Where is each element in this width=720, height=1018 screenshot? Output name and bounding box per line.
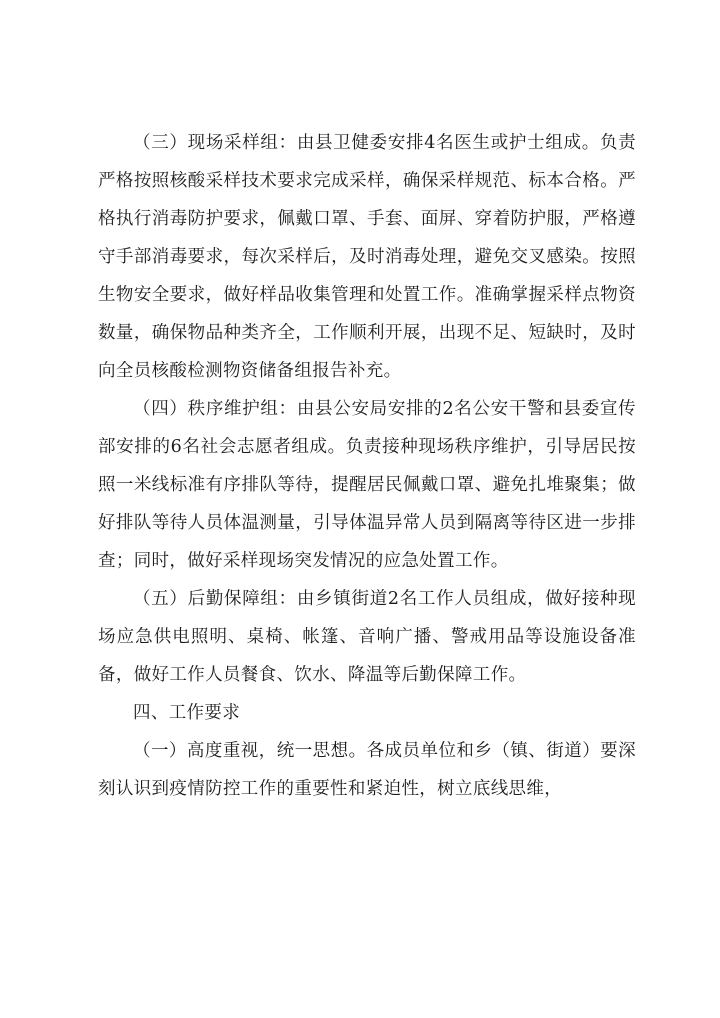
paragraph-order-group: （四）秩序维护组：由县公安局安排的2名公安干警和县委宣传部安排的6名社会志愿者组成。负责接种现场秩序维护，引导居民按照一米线标准有序排队等待，提醒居民佩戴口罩、避免扎堆聚集；做好排队等待人员体温测量，引导体温异常人员到隔离等待区进一步排查；同时，做好采样现场突发情况的应急处置工作。 xyxy=(98,399,636,571)
document-body xyxy=(98,124,636,808)
paragraph-logistics-group: （五）后勤保障组：由乡镇街道2名工作人员组成，做好接种现场应急供电照明、桌椅、帐篷、音响广播、警戒用品等设施设备准备，做好工作人员餐食、饮水、降温等后勤保障工作。 xyxy=(98,589,636,685)
section-heading-work-requirements: 四、工作要求 xyxy=(133,703,241,723)
paragraph-sampling-group: （三）现场采样组：由县卫健委安排4名医生或护士组成。负责严格按照核酸采样技术要求完成采样，确保采样规范、标本合格。严格执行消毒防护要求，佩戴口罩、手套、面屏、穿着防护服，严格遵守手部消毒要求，每次采样后，及时消毒处理，避免交叉感染。按照生物安全要求，做好样品收集管理和处置工作。准确掌握采样点物资数量，确保物品种类齐全，工作顺利开展，出现不足、短缺时，及时向全员核酸检测物资储备组报告补充。 xyxy=(98,133,636,381)
paragraph-requirement-1: （一）高度重视，统一思想。各成员单位和乡（镇、街道）要深刻认识到疫情防控工作的重要性和紧迫性，树立底线思维， xyxy=(98,741,636,799)
